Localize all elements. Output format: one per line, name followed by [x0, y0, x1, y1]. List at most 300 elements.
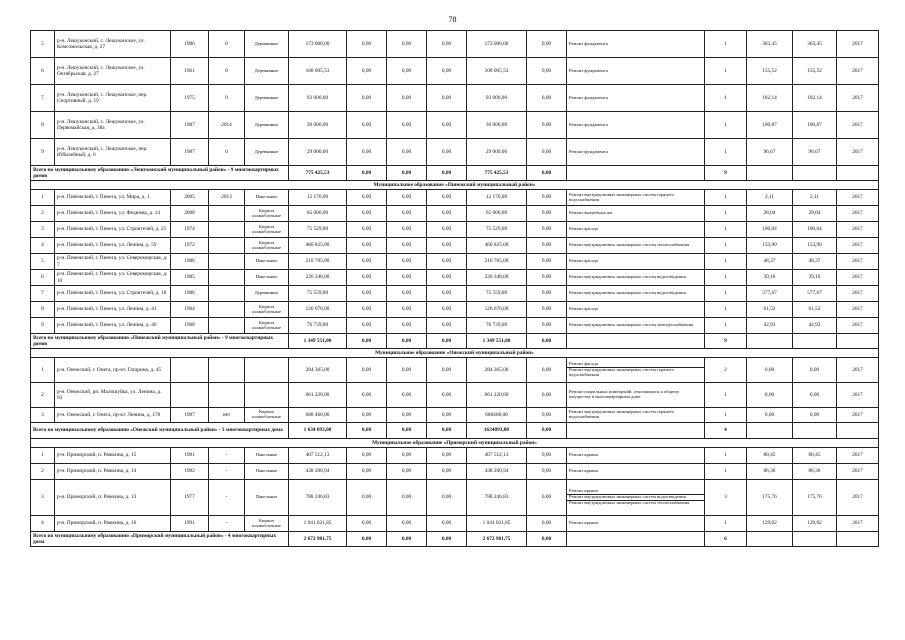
owners-funds-cell: 29 000,00	[467, 139, 527, 166]
quantity-cell: 2	[705, 358, 747, 383]
works-cell	[567, 448, 705, 464]
works-cell	[567, 318, 705, 334]
works-cell	[567, 286, 705, 302]
repair-year-cell	[209, 383, 245, 408]
subtotal-empty	[793, 532, 837, 547]
subtotal-fund: 0,00	[387, 532, 427, 547]
address-cell: р-н. Приморский, п. Ряжкина, д. 16	[55, 516, 171, 532]
table-row	[31, 238, 879, 254]
total-cost-cell: 76 739,00	[289, 318, 347, 334]
row-number: 3	[31, 408, 55, 423]
subtotal-empty	[837, 423, 879, 439]
owners-funds-cell: 438 200,94	[467, 464, 527, 480]
subtotal-empty	[837, 334, 879, 349]
work-item: Ремонт фундамента	[569, 148, 608, 154]
wall-material-cell: Панельные	[245, 190, 289, 206]
subtotal-fund: 0,00	[427, 423, 467, 439]
repair-year-cell	[209, 270, 245, 286]
total-cost-cell: 173 000,00	[289, 31, 347, 58]
owners-funds-cell: 284 365,00	[467, 358, 527, 383]
works-cell	[567, 302, 705, 318]
quantity-cell: 1	[705, 383, 747, 408]
row-number: 9	[31, 318, 55, 334]
completion-year-cell: 2017	[837, 206, 879, 222]
fund-cell: 0,00	[427, 516, 467, 532]
fund-cell: 0,00	[347, 270, 387, 286]
fund-cell: 0,00	[427, 238, 467, 254]
table-row	[31, 85, 879, 112]
fund-cell: 0,00	[527, 408, 567, 423]
quantity-cell: 1	[705, 190, 747, 206]
total-cost-cell: 12 170,00	[289, 190, 347, 206]
row-number: 9	[31, 139, 55, 166]
subtotal-label: Всего по муниципальному образованию «Лешуконский муниципальный район» - 9 многоквартирных домов	[31, 166, 289, 181]
subtotal-works-empty	[567, 334, 705, 349]
address-cell: р-н. Пинежский, г. Пинега, ул. Ленина, д. 59	[55, 238, 171, 254]
address-cell: р-н. Лешуконский, с. Лешуконское, ул. Первомайская, д. 38а	[55, 112, 171, 139]
row-number: 6	[31, 270, 55, 286]
fund-cell: 0,00	[347, 464, 387, 480]
unit-cost-cell: 577,67	[747, 286, 793, 302]
build-year-cell: 1977	[171, 480, 209, 516]
build-year-cell: 1991	[171, 516, 209, 532]
fund-cell: 0,00	[527, 318, 567, 334]
row-number: 1	[31, 358, 55, 383]
max-cost-cell: 100,87	[793, 112, 837, 139]
wall-material-cell: Деревянные	[245, 58, 289, 85]
subtotal-fund: 0,00	[427, 532, 467, 547]
address-cell: р-н. Онежский, рп. Малошуйка, ул. Ленина, д. 93	[55, 383, 171, 408]
fund-cell: 0,00	[427, 112, 467, 139]
address-cell: р-н. Лешуконский, с. Лешуконское, пер. Юбилейный, д. 6	[55, 139, 171, 166]
fund-cell: 0,00	[527, 139, 567, 166]
row-number: 5	[31, 31, 55, 58]
fund-cell: 0,00	[387, 31, 427, 58]
work-item: Ремонт фундамента	[569, 40, 608, 46]
max-cost-cell: 48,37	[793, 254, 837, 270]
fund-cell: 0,00	[347, 190, 387, 206]
max-cost-cell: 39,16	[793, 270, 837, 286]
works-cell	[567, 190, 705, 206]
completion-year-cell: 2017	[837, 358, 879, 383]
subtotal-owners-funds: 2 672 981,75	[467, 532, 527, 547]
fund-cell: 0,00	[347, 358, 387, 383]
subtotal-empty	[747, 334, 793, 349]
row-number: 2	[31, 464, 55, 480]
work-item: Ремонт крыши	[569, 468, 598, 474]
fund-cell: 0,00	[387, 286, 427, 302]
section-header-row	[31, 349, 879, 358]
works-cell	[567, 222, 705, 238]
fund-cell: 0,00	[347, 206, 387, 222]
owners-funds-cell: 173 000,00	[467, 31, 527, 58]
total-cost-cell: 93 000,00	[289, 85, 347, 112]
subtotal-total: 1 634 093,00	[289, 423, 347, 439]
section-header-row	[31, 439, 879, 448]
repair-year-cell	[209, 206, 245, 222]
total-cost-cell: 108 005,53	[289, 58, 347, 85]
max-cost-cell: 0,00	[793, 408, 837, 423]
max-cost-cell: 2,11	[793, 190, 837, 206]
quantity-cell: 1	[705, 58, 747, 85]
wall-material-cell: Кирпич шлакоблочные	[245, 516, 289, 532]
fund-cell: 0,00	[347, 448, 387, 464]
fund-cell: 0,00	[527, 302, 567, 318]
total-cost-cell: 460 825,00	[289, 238, 347, 254]
fund-cell: 0,00	[427, 286, 467, 302]
total-cost-cell: 75 529,00	[289, 222, 347, 238]
subtotal-total: 1 349 551,00	[289, 334, 347, 349]
fund-cell: 0,00	[527, 190, 567, 206]
fund-cell: 0,00	[527, 254, 567, 270]
repair-year-cell: 2014	[209, 112, 245, 139]
subtotal-label: Всего по муниципальному образованию «Приморский муниципальный район» - 4 многоквартирных дома	[31, 532, 289, 547]
subtotal-row	[31, 532, 879, 547]
build-year-cell: 1986	[171, 286, 209, 302]
works-cell	[567, 358, 705, 383]
fund-cell: 0,00	[427, 318, 467, 334]
works-cell	[567, 112, 705, 139]
address-cell: р-н. Пинежский, г. Пинега, ул. Строителей, д. 21	[55, 222, 171, 238]
total-cost-cell: 226 348,00	[289, 270, 347, 286]
page-number: 78	[448, 15, 457, 24]
total-cost-cell: 788 246,83	[289, 480, 347, 516]
completion-year-cell: 2017	[837, 58, 879, 85]
fund-cell: 0,00	[387, 112, 427, 139]
completion-year-cell: 2017	[837, 286, 879, 302]
fund-cell: 0,00	[347, 222, 387, 238]
max-cost-cell: 153,90	[793, 238, 837, 254]
quantity-cell: 1	[705, 302, 747, 318]
unit-cost-cell: 61,52	[747, 302, 793, 318]
quantity-cell: 1	[705, 139, 747, 166]
works-cell	[567, 139, 705, 166]
quantity-cell: 1	[705, 464, 747, 480]
quantity-cell: 1	[705, 270, 747, 286]
wall-material-cell: Кирпич шлакоблочные	[245, 222, 289, 238]
works-cell	[567, 270, 705, 286]
table-row	[31, 206, 879, 222]
fund-cell: 0,00	[427, 408, 467, 423]
wall-material-cell: Деревянные	[245, 139, 289, 166]
wall-material-cell: Кирпич шлакоблочные	[245, 408, 289, 423]
total-cost-cell: 284 365,00	[289, 358, 347, 383]
subtotal-label: Всего по муниципальному образованию «Онежский муниципальный район» - 3 многоквартирных дома	[31, 423, 289, 439]
total-cost-cell: 30 000,00	[289, 112, 347, 139]
subtotal-count: 6	[705, 532, 747, 547]
quantity-cell: 1	[705, 85, 747, 112]
address-cell: р-н. Пинежский, г. Пинега, ул. Североморская, д. 10	[55, 270, 171, 286]
fund-cell: 0,00	[527, 112, 567, 139]
subtotal-owners-funds: 1634093,00	[467, 423, 527, 439]
work-item: Ремонт фасада	[569, 258, 598, 264]
work-item: Ремонт внутридомовых инженерных систем теплоснабжения	[569, 242, 690, 248]
row-number: 7	[31, 286, 55, 302]
owners-funds-cell: 788 246,83	[467, 480, 527, 516]
completion-year-cell: 2017	[837, 270, 879, 286]
fund-cell: 0,00	[387, 408, 427, 423]
row-number: 4	[31, 238, 55, 254]
fund-cell: 0,00	[427, 206, 467, 222]
fund-cell: 0,00	[347, 286, 387, 302]
owners-funds-cell: 226 348,00	[467, 270, 527, 286]
build-year-cell: 1964	[171, 302, 209, 318]
subtotal-row	[31, 166, 879, 181]
table-row	[31, 302, 879, 318]
address-cell: р-н. Пинежский, г. Пинега, ул. Мира, д. 1	[55, 190, 171, 206]
owners-funds-cell: 1 041 021,85	[467, 516, 527, 532]
owners-funds-cell: 65 000,00	[467, 206, 527, 222]
table-row	[31, 112, 879, 139]
owners-funds-cell: 460 825,00	[467, 238, 527, 254]
address-cell: р-н. Онежский, г. Онега, пр-кт. Ленина, д. 178	[55, 408, 171, 423]
row-number: 3	[31, 480, 55, 516]
completion-year-cell: 2017	[837, 302, 879, 318]
total-cost-cell: 688 468,00	[289, 408, 347, 423]
fund-cell: 0,00	[527, 85, 567, 112]
subtotal-owners-funds: 1 349 551,00	[467, 334, 527, 349]
fund-cell: 0,00	[427, 448, 467, 464]
wall-material-cell: Деревянные	[245, 31, 289, 58]
address-cell: р-н. Пинежский, г. Пинега, ул. Североморская, д. 7	[55, 254, 171, 270]
fund-cell: 0,00	[387, 206, 427, 222]
subtotal-fund: 0,00	[527, 423, 567, 439]
repair-year-cell: 0	[209, 31, 245, 58]
subtotal-fund: 0,00	[347, 166, 387, 181]
work-item: Ремонт внутридомовых инженерных систем горячего водоснабжения	[569, 409, 674, 419]
subtotal-fund: 0,00	[387, 166, 427, 181]
wall-material-cell: Деревянные	[245, 112, 289, 139]
address-cell: р-н. Лешуконский, с. Лешуконское, ул. Комсомольская, д. 27	[55, 31, 171, 58]
subtotal-fund: 0,00	[347, 423, 387, 439]
work-item: Ремонт фундамента	[569, 94, 608, 100]
repair-year-cell	[209, 254, 245, 270]
build-year-cell: 1982	[171, 464, 209, 480]
works-cell	[567, 383, 705, 408]
fund-cell: 0,00	[387, 480, 427, 516]
fund-cell: 0,00	[387, 516, 427, 532]
wall-material-cell: Деревянные	[245, 85, 289, 112]
build-year-cell: 1986	[171, 254, 209, 270]
fund-cell: 0,00	[427, 270, 467, 286]
unit-cost-cell: 129,02	[747, 516, 793, 532]
max-cost-cell: 182,14	[793, 85, 837, 112]
owners-funds-cell: 75 529,00	[467, 222, 527, 238]
repair-year-cell	[209, 302, 245, 318]
subtotal-fund: 0,00	[347, 334, 387, 349]
repair-year-cell: 0	[209, 58, 245, 85]
fund-cell: 0,00	[347, 139, 387, 166]
address-cell: р-н. Приморский, п. Ряжкина, д. 13	[55, 480, 171, 516]
works-cell	[567, 206, 705, 222]
subtotal-fund: 0,00	[387, 423, 427, 439]
address-cell: р-н. Пинежский, г. Пинега, ул. Строителей, д. 18	[55, 286, 171, 302]
wall-material-cell	[245, 383, 289, 408]
fund-cell: 0,00	[527, 383, 567, 408]
max-cost-cell: 0,00	[793, 358, 837, 383]
row-number: 7	[31, 85, 55, 112]
repair-year-cell: 2013	[209, 190, 245, 206]
quantity-cell: 1	[705, 516, 747, 532]
owners-funds-cell: 75 559,00	[467, 286, 527, 302]
fund-cell: 0,00	[527, 358, 567, 383]
fund-cell: 0,00	[347, 408, 387, 423]
row-number: 2	[31, 206, 55, 222]
total-cost-cell: 210 705,00	[289, 254, 347, 270]
completion-year-cell: 2017	[837, 464, 879, 480]
works-cell	[567, 31, 705, 58]
fund-cell: 0,00	[527, 448, 567, 464]
completion-year-cell: 2017	[837, 222, 879, 238]
build-year-cell	[171, 358, 209, 383]
fund-cell: 0,00	[387, 85, 427, 112]
wall-material-cell: Кирпич шлакоблочные	[245, 318, 289, 334]
quantity-cell: 1	[705, 408, 747, 423]
table-row	[31, 254, 879, 270]
total-cost-cell: 438 200,94	[289, 464, 347, 480]
fund-cell: 0,00	[387, 358, 427, 383]
works-cell	[567, 464, 705, 480]
unit-cost-cell: 80,45	[747, 448, 793, 464]
table-row	[31, 464, 879, 480]
quantity-cell: 3	[705, 480, 747, 516]
max-cost-cell: 577,67	[793, 286, 837, 302]
subtotal-total: 2 672 981,75	[289, 532, 347, 547]
subtotal-fund: 0,00	[427, 334, 467, 349]
unit-cost-cell: 155,52	[747, 58, 793, 85]
work-item: Ремонт подвальных помещений, относящихся к общему имуществу в многоквартирном доме	[569, 389, 680, 399]
fund-cell: 0,00	[527, 480, 567, 516]
capital-repair-table	[30, 30, 879, 547]
works-cell	[567, 254, 705, 270]
subtotal-empty	[837, 166, 879, 181]
work-item: Ремонт крыши	[569, 452, 598, 458]
build-year-cell: 1975	[171, 85, 209, 112]
max-cost-cell: 155,52	[793, 58, 837, 85]
fund-cell: 0,00	[427, 302, 467, 318]
works-cell	[567, 58, 705, 85]
table-row	[31, 448, 879, 464]
unit-cost-cell: 153,90	[747, 238, 793, 254]
max-cost-cell: 80,45	[793, 448, 837, 464]
unit-cost-cell: 96,67	[747, 139, 793, 166]
completion-year-cell: 2017	[837, 408, 879, 423]
max-cost-cell: 61,52	[793, 302, 837, 318]
completion-year-cell: 2017	[837, 139, 879, 166]
unit-cost-cell: 42,93	[747, 318, 793, 334]
unit-cost-cell: 0,00	[747, 408, 793, 423]
wall-material-cell: Кирпич шлакоблочные	[245, 238, 289, 254]
fund-cell: 0,00	[527, 238, 567, 254]
subtotal-works-empty	[567, 532, 705, 547]
table-row	[31, 516, 879, 532]
fund-cell: 0,00	[347, 31, 387, 58]
wall-material-cell	[245, 358, 289, 383]
unit-cost-cell: 2,11	[747, 190, 793, 206]
unit-cost-cell: 39,16	[747, 270, 793, 286]
work-item: Ремонт внутридомовых инженерных систем горячего водоснабжения	[567, 367, 704, 378]
work-item: Ремонт внутридомовых инженерных систем горячего водоснабжения	[569, 191, 674, 202]
total-cost-cell: 407 512,13	[289, 448, 347, 464]
quantity-cell: 1	[705, 206, 747, 222]
repair-year-cell	[209, 222, 245, 238]
max-cost-cell: 100,04	[793, 222, 837, 238]
row-number: 1	[31, 190, 55, 206]
works-cell	[567, 238, 705, 254]
owners-funds-cell: 688468,00	[467, 408, 527, 423]
unit-cost-cell: 100,04	[747, 222, 793, 238]
table-row	[31, 480, 879, 516]
completion-year-cell: 2017	[837, 112, 879, 139]
build-year-cell: 1972	[171, 238, 209, 254]
work-item: Ремонт крыши	[569, 520, 598, 526]
table-row	[31, 58, 879, 85]
unit-cost-cell: 100,87	[747, 112, 793, 139]
table-row	[31, 222, 879, 238]
unit-cost-cell: 175,76	[747, 480, 793, 516]
subtotal-fund: 0,00	[527, 166, 567, 181]
subtotal-empty	[837, 532, 879, 547]
owners-funds-cell: 30 000,00	[467, 112, 527, 139]
section-header: Муниципальное образование «Пинежский муниципальный район»	[31, 181, 879, 190]
subtotal-empty	[747, 423, 793, 439]
row-number: 3	[31, 222, 55, 238]
fund-cell: 0,00	[387, 222, 427, 238]
fund-cell: 0,00	[347, 480, 387, 516]
fund-cell: 0,00	[347, 112, 387, 139]
subtotal-empty	[793, 423, 837, 439]
table-row	[31, 383, 879, 408]
owners-funds-cell: 93 000,00	[467, 85, 527, 112]
row-number: 5	[31, 254, 55, 270]
address-cell: р-н. Приморский, п. Ряжкина, д. 15	[55, 448, 171, 464]
fund-cell: 0,00	[387, 302, 427, 318]
quantity-cell: 1	[705, 254, 747, 270]
max-cost-cell: 175,76	[793, 480, 837, 516]
subtotal-count: 9	[705, 166, 747, 181]
subtotal-fund: 0,00	[387, 334, 427, 349]
address-cell: р-н. Приморский, п. Ряжкина, д. 14	[55, 464, 171, 480]
max-cost-cell: 0,00	[793, 383, 837, 408]
fund-cell: 0,00	[527, 206, 567, 222]
build-year-cell: 1974	[171, 222, 209, 238]
work-item: Ремонт фасада	[569, 226, 598, 232]
max-cost-cell: 28,04	[793, 206, 837, 222]
row-number: 4	[31, 516, 55, 532]
row-number: 8	[31, 112, 55, 139]
wall-material-cell: Деревянные	[245, 286, 289, 302]
owners-funds-cell: 407 512,13	[467, 448, 527, 464]
work-item: Ремонт фундамента	[569, 121, 608, 127]
subtotal-count: 4	[705, 423, 747, 439]
fund-cell: 0,00	[347, 254, 387, 270]
subtotal-owners-funds: 775 425,53	[467, 166, 527, 181]
repair-year-cell	[209, 238, 245, 254]
work-item: Ремонт внутридомовых инженерных систем водоотведения	[567, 494, 704, 500]
fund-cell: 0,00	[427, 383, 467, 408]
repair-year-cell: -	[209, 480, 245, 516]
row-number: 8	[31, 302, 55, 318]
fund-cell: 0,00	[387, 464, 427, 480]
subtotal-works-empty	[567, 423, 705, 439]
fund-cell: 0,00	[387, 139, 427, 166]
quantity-cell: 1	[705, 286, 747, 302]
build-year-cell: 1961	[171, 58, 209, 85]
fund-cell: 0,00	[387, 383, 427, 408]
repair-year-cell: -	[209, 464, 245, 480]
max-cost-cell: 363,45	[793, 31, 837, 58]
wall-material-cell: Панельные	[245, 464, 289, 480]
